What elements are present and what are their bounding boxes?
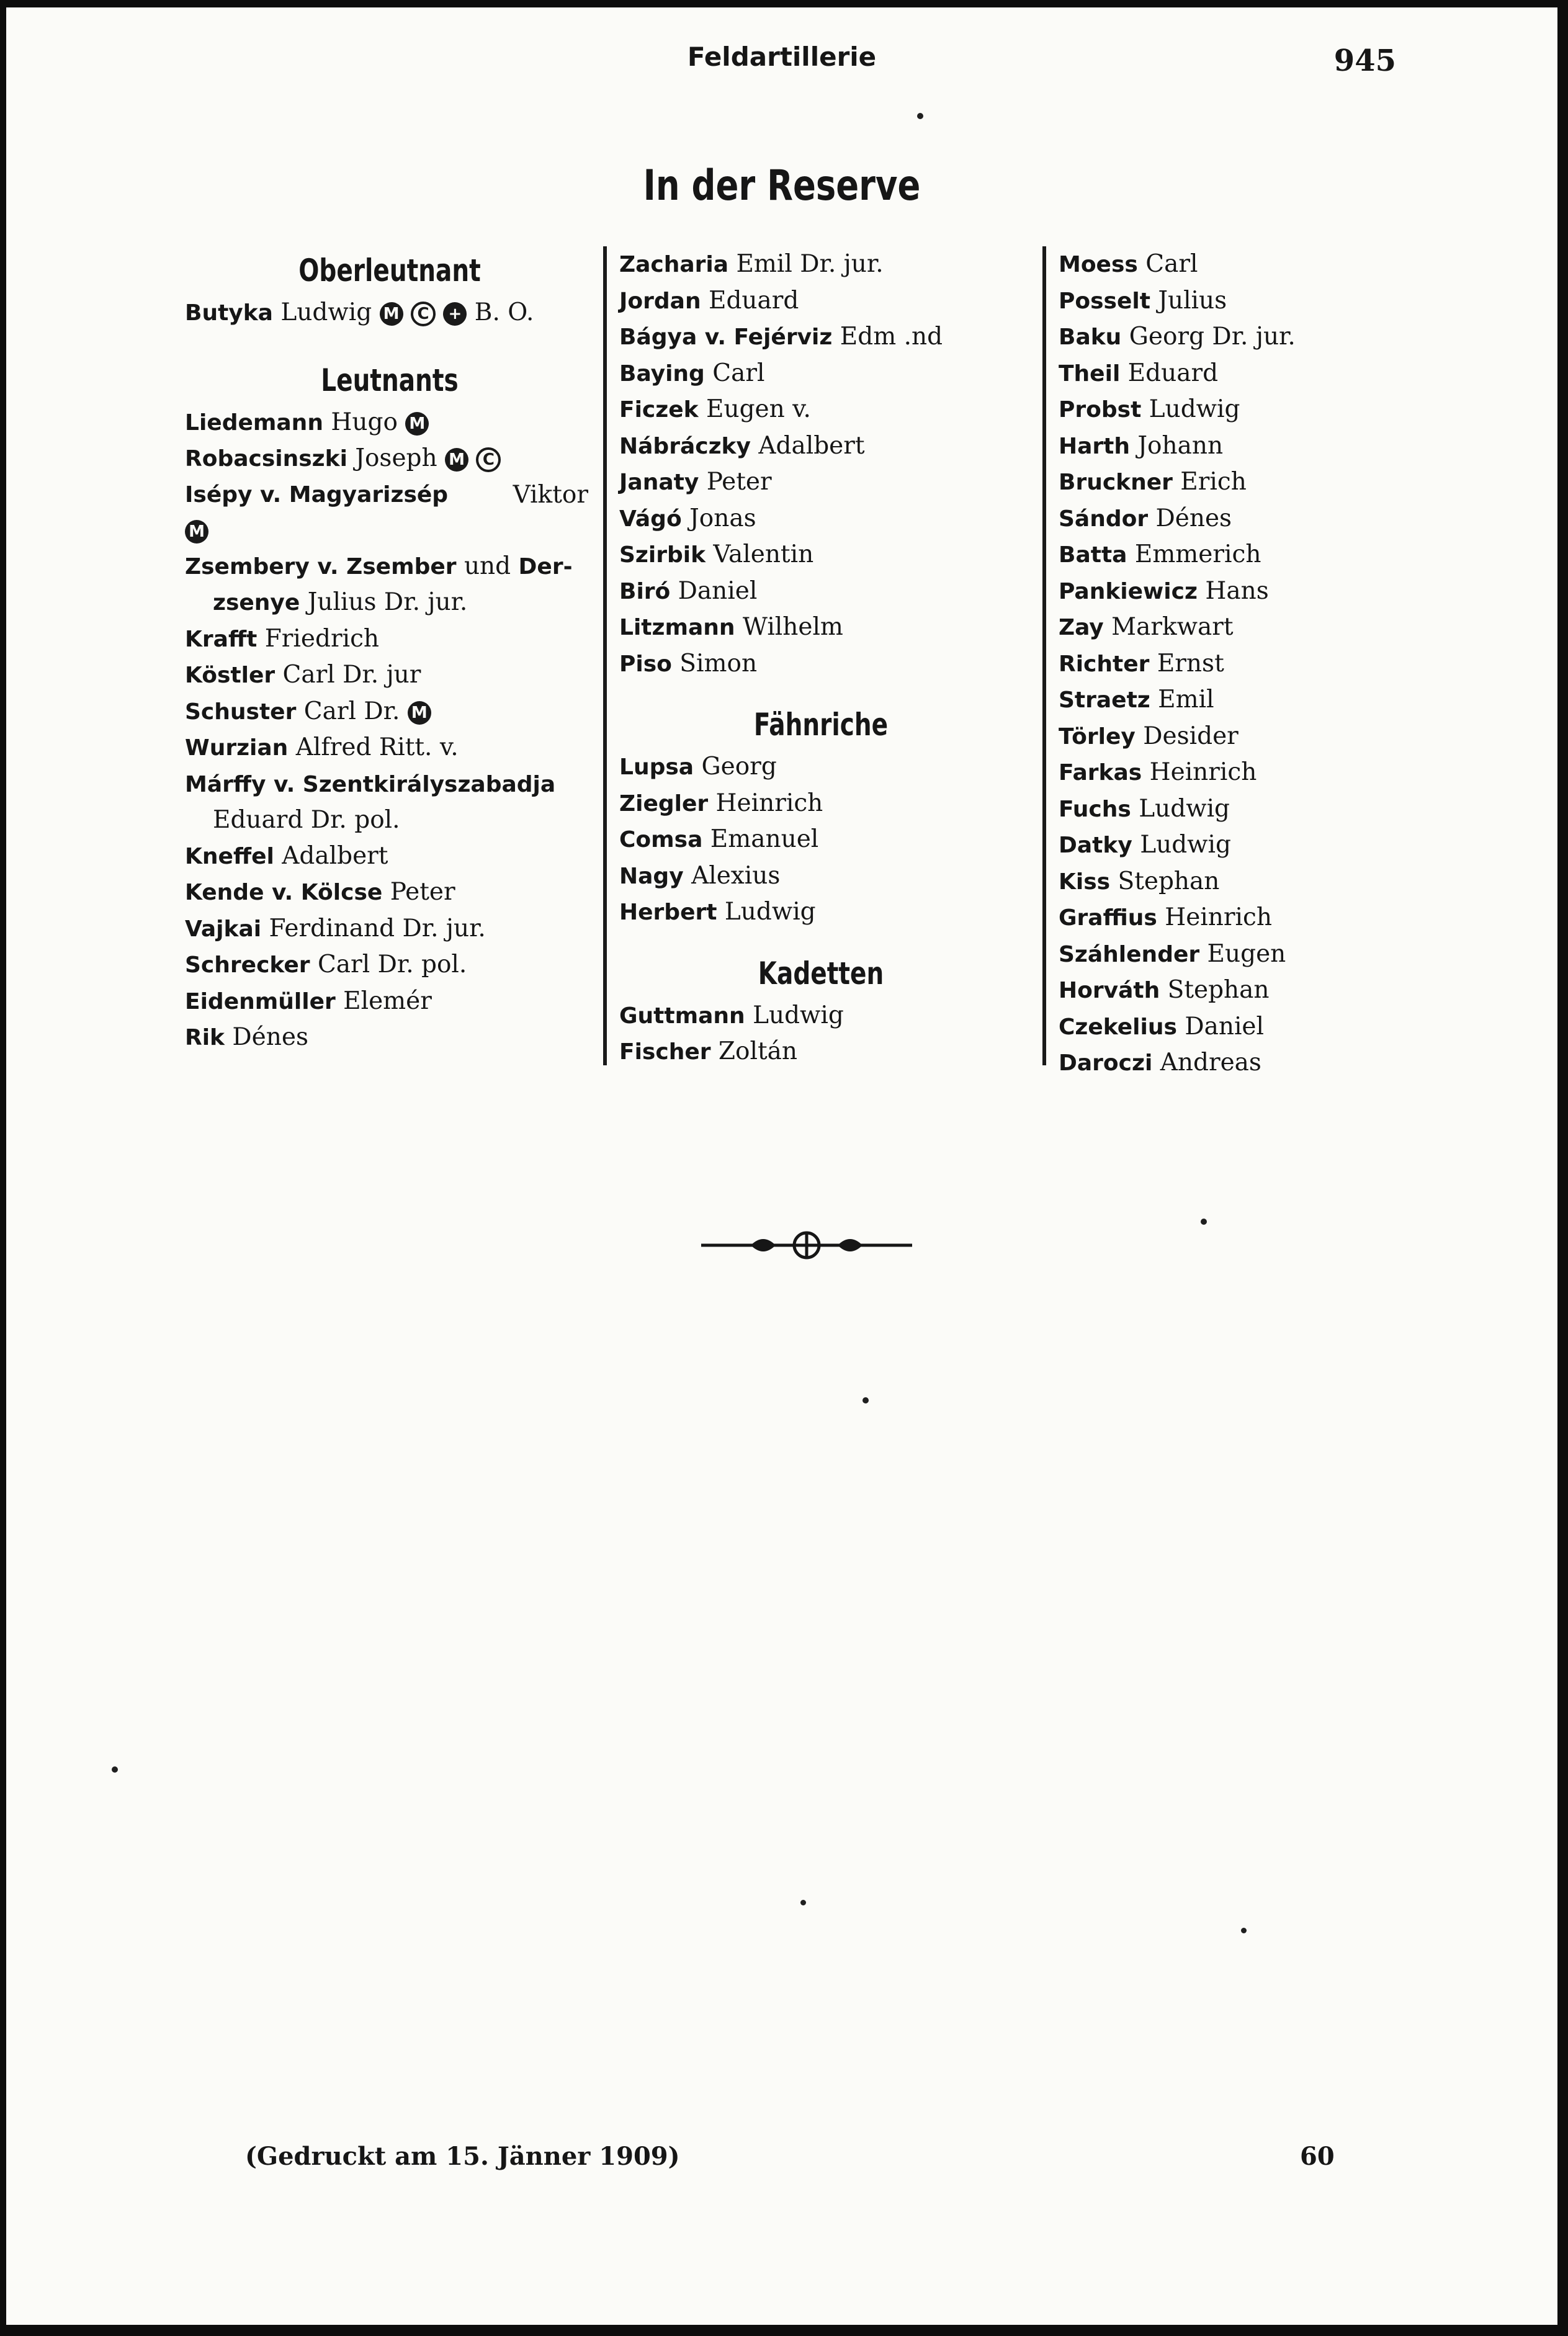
given-name: Dénes (225, 1023, 308, 1051)
given-name: Ludwig (272, 298, 380, 326)
given-name: Eduard (1120, 359, 1219, 387)
section-heading-leutnants: Leutnants (321, 362, 459, 398)
given-name: Daniel (670, 576, 758, 605)
roster-entry (619, 1034, 1023, 1070)
roster-entry (1059, 464, 1412, 501)
surname: Kiss (1059, 869, 1111, 895)
given-name: Jonas (681, 504, 756, 532)
roster-entry (1059, 791, 1412, 828)
surname: Krafft (185, 626, 258, 652)
surname: Probst (1059, 397, 1142, 423)
surname: Harth (1059, 433, 1131, 459)
surname: Herbert (619, 900, 717, 925)
surname-continued: Der- (518, 553, 573, 580)
given-name: Erich (1172, 468, 1247, 496)
surname: Pankiewicz (1059, 578, 1198, 604)
surname: Bágya v. Fejérviz (619, 324, 833, 350)
surname: Zay (1059, 615, 1104, 640)
given-name: Friedrich (257, 624, 380, 653)
military-merit-cross-icon: M (405, 412, 429, 436)
military-merit-cross-icon: M (185, 520, 208, 544)
roster-entry (1059, 428, 1412, 465)
faehnriche-list (619, 749, 1023, 931)
given-name: Julius (1150, 286, 1227, 315)
roster-entry (1059, 609, 1412, 646)
roster-entry (1059, 501, 1412, 537)
surname: Vajkai (185, 916, 262, 942)
given-name: Carl (704, 359, 765, 387)
roster-entry (185, 548, 594, 585)
roster-entry (619, 392, 1023, 428)
roster-entry (185, 621, 594, 658)
surname: Daroczi (1059, 1050, 1153, 1076)
surname: Baku (1059, 324, 1122, 350)
print-date-note: (Gedruckt am 15. Jänner 1909) (245, 2142, 680, 2171)
surname: Bruckner (1059, 470, 1173, 495)
commemorative-medal-icon: C (411, 302, 436, 326)
roster-entry (1059, 864, 1412, 900)
given-name: Ludwig (1131, 794, 1230, 823)
column-2 (603, 246, 1023, 1065)
cross-icon: + (443, 302, 467, 326)
roster-entry (1059, 356, 1412, 392)
surname: Robacsinszki (185, 446, 347, 472)
section-heading-kadetten: Kadetten (758, 955, 884, 991)
roster-entry (185, 694, 594, 730)
given-name: Wilhelm (735, 613, 843, 641)
given-name: Peter (382, 878, 455, 906)
roster-entry (619, 246, 1023, 283)
surname: Wurzian (185, 735, 289, 761)
roster-entry (619, 785, 1023, 822)
roster-entry (1059, 319, 1412, 356)
military-merit-cross-icon: M (380, 302, 403, 326)
given-name: Heinrich (708, 789, 823, 817)
roster-entry (619, 283, 1023, 320)
given-name: und (456, 552, 519, 580)
given-name: Andreas (1152, 1049, 1261, 1076)
leutnants-list-continued (619, 246, 1023, 682)
surname: Schrecker (185, 952, 310, 978)
given-name: Georg (694, 753, 777, 781)
given-name: Johann (1130, 431, 1224, 460)
page (6, 7, 1557, 2325)
given-name: Daniel (1176, 1012, 1264, 1040)
roster-entry (185, 477, 588, 513)
surname: Törley (1059, 723, 1136, 750)
roster-entry (619, 573, 1023, 610)
surname: Zsembery v. Zsember (185, 553, 457, 580)
given-name: Ludwig (745, 1001, 844, 1029)
roster-entry (185, 911, 594, 947)
given-name: Simon (671, 649, 758, 678)
given-name: Stephan (1110, 867, 1220, 895)
given-name: Emanuel (702, 825, 819, 853)
surname: Biró (619, 578, 671, 604)
roster-entry (1059, 537, 1412, 573)
roster-entry (185, 947, 594, 983)
given-name: Hans (1197, 576, 1269, 605)
given-name: Emmerich (1127, 540, 1261, 568)
roster-entry (185, 838, 594, 875)
kadetten-list (619, 998, 1023, 1070)
surname: Szirbik (619, 542, 706, 568)
surname: Eidenmüller (185, 988, 336, 1014)
surname: Piso (619, 651, 672, 677)
ink-speck (1241, 1928, 1247, 1933)
main-heading: In der Reserve (643, 161, 921, 210)
given-name: Markwart (1103, 613, 1234, 641)
roster-entry (1059, 1009, 1412, 1045)
roster-entry (1059, 573, 1412, 610)
surname: Nábráczky (619, 433, 751, 459)
surname: Lupsa (619, 754, 694, 780)
column-1 (185, 246, 594, 1056)
surname: Köstler (185, 663, 276, 688)
surname: Liedemann (185, 409, 323, 436)
given-name: Zoltán (710, 1037, 797, 1065)
page-number: 945 (1333, 43, 1396, 78)
given-name: Ludwig (717, 898, 816, 926)
given-name: Eugen v. (698, 395, 811, 423)
roster-entry-continuation (185, 512, 594, 548)
surname: Fuchs (1059, 796, 1131, 822)
given-name: Heinrich (1142, 758, 1257, 786)
given-name: Emil Dr. jur. (728, 250, 884, 278)
surname: Sándor (1059, 506, 1149, 532)
roster-entry (1059, 754, 1412, 791)
roster-entry (185, 874, 594, 911)
given-name: Valentin (706, 540, 814, 568)
roster-entry (619, 609, 1023, 646)
roster-entry-continuation (185, 802, 594, 838)
surname: Straetz (1059, 687, 1150, 713)
roster-entry (619, 428, 1023, 465)
roster-entry (1059, 900, 1412, 936)
ink-speck (1201, 1219, 1207, 1225)
roster-entry (619, 998, 1023, 1034)
surname: Isépy v. Magyarizsép (185, 481, 449, 508)
section-heading-oberleutnant: Oberleutnant (298, 253, 481, 289)
given-name: Heinrich (1157, 903, 1272, 931)
roster-entry (619, 749, 1023, 785)
surname: Butyka (185, 300, 273, 326)
given-name: Viktor (513, 480, 588, 509)
roster-entry (1059, 1045, 1412, 1081)
surname: Schuster (185, 699, 297, 725)
given-name: Joseph (347, 444, 446, 472)
surname: Litzmann (619, 615, 735, 640)
given-name: Eduard Dr. pol. (213, 806, 400, 834)
roster-entry (619, 464, 1023, 501)
surname: Vágó (619, 506, 682, 532)
roster-entry (619, 356, 1023, 392)
surname: Ficzek (619, 397, 699, 423)
surname: Rik (185, 1025, 225, 1050)
given-name: Emil (1150, 686, 1214, 714)
given-name: Adalbert (274, 841, 388, 870)
roster-entry (185, 766, 594, 803)
given-name: Julius Dr. jur. (300, 588, 468, 616)
given-name: Hugo (323, 408, 406, 436)
surname: Theil (1059, 360, 1121, 387)
given-name: Alfred Ritt. v. (288, 733, 459, 761)
given-name: Stephan (1160, 976, 1270, 1004)
given-name: Ferdinand Dr. jur. (261, 914, 486, 942)
ornament-divider-icon (701, 1227, 912, 1264)
given-name: Carl Dr. jur (275, 661, 421, 689)
signature-mark: 60 (1300, 2142, 1335, 2171)
surname: zsenye (213, 590, 300, 615)
roster-entry (185, 1019, 594, 1056)
roster-entry (619, 501, 1023, 537)
roster-entry (1059, 646, 1412, 682)
given-name: Dénes (1148, 504, 1232, 532)
surname: Zacharia (619, 252, 729, 277)
surname: Czekelius (1059, 1014, 1177, 1040)
surname: Farkas (1059, 760, 1142, 785)
roster-entry (619, 821, 1023, 858)
roster-entry (185, 730, 594, 766)
surname: Száhlender (1059, 941, 1200, 967)
surname: Janaty (619, 470, 699, 495)
given-name: Eduard (701, 286, 799, 315)
given-name: Adalbert (750, 431, 865, 460)
given-name: Alexius (683, 861, 781, 890)
roster-entry (1059, 283, 1412, 320)
roster-entry (1059, 936, 1412, 973)
surname: Kneffel (185, 843, 274, 869)
surname: Márffy v. Szentkirályszabadja (185, 771, 556, 797)
column-3 (1042, 246, 1412, 1076)
roster-entry (1059, 972, 1412, 1009)
given-name: Carl Dr. (296, 697, 408, 725)
roster-entry (619, 894, 1023, 931)
surname: Horváth (1059, 978, 1160, 1003)
roster-entry (185, 441, 594, 477)
ink-speck (917, 113, 923, 119)
given-name: Ernst (1149, 649, 1224, 678)
surname: Nagy (619, 863, 684, 889)
surname: Comsa (619, 827, 703, 853)
surname: Moess (1059, 252, 1138, 277)
military-merit-cross-icon: M (445, 448, 468, 472)
surname: Datky (1059, 833, 1132, 858)
military-merit-cross-icon: M (408, 701, 431, 725)
given-name: Ludwig (1141, 395, 1240, 423)
roster-entry (185, 657, 594, 694)
given-name: Desider (1135, 722, 1239, 750)
roster-entry (1059, 682, 1412, 718)
surname: Kende v. Kölcse (185, 880, 383, 905)
roster-entry (1059, 827, 1412, 864)
surname: Ziegler (619, 790, 709, 817)
roster-entry (619, 858, 1023, 895)
section-heading-faehnriche: Fähnriche (753, 707, 889, 743)
given-name: Peter (699, 468, 772, 496)
roster-entry (185, 983, 594, 1020)
roster-entry-continuation (185, 584, 594, 621)
given-name: Elemér (335, 987, 432, 1015)
given-name: Edm .nd (832, 323, 943, 351)
kadetten-list-continued (1059, 246, 1412, 1081)
roster-entry (619, 646, 1023, 682)
roster-entry (185, 295, 594, 331)
surname: Richter (1059, 651, 1150, 677)
roster-entry (1059, 246, 1412, 283)
roster-entry (619, 537, 1023, 573)
surname: Baying (619, 360, 705, 387)
running-head: Feldartillerie (687, 42, 877, 72)
given-name: Georg Dr. jur. (1121, 323, 1296, 351)
surname: Guttmann (619, 1003, 745, 1029)
suffix: B. O. (467, 298, 534, 326)
given-name: Carl Dr. pol. (310, 951, 467, 978)
roster-entry (619, 319, 1023, 356)
given-name: Ludwig (1132, 831, 1231, 859)
given-name: Carl (1137, 250, 1198, 278)
roster-entry (185, 405, 594, 441)
roster-entry (1059, 718, 1412, 755)
ink-speck (862, 1397, 869, 1403)
surname: Graffius (1059, 905, 1157, 931)
surname: Posselt (1059, 288, 1150, 314)
ink-speck (112, 1766, 118, 1773)
given-name: Eugen (1199, 939, 1286, 968)
commemorative-medal-icon: C (476, 447, 501, 472)
surname: Fischer (619, 1039, 711, 1065)
roster-entry (1059, 392, 1412, 428)
ink-speck (800, 1900, 806, 1905)
surname: Batta (1059, 542, 1127, 568)
surname: Jordan (619, 288, 701, 314)
